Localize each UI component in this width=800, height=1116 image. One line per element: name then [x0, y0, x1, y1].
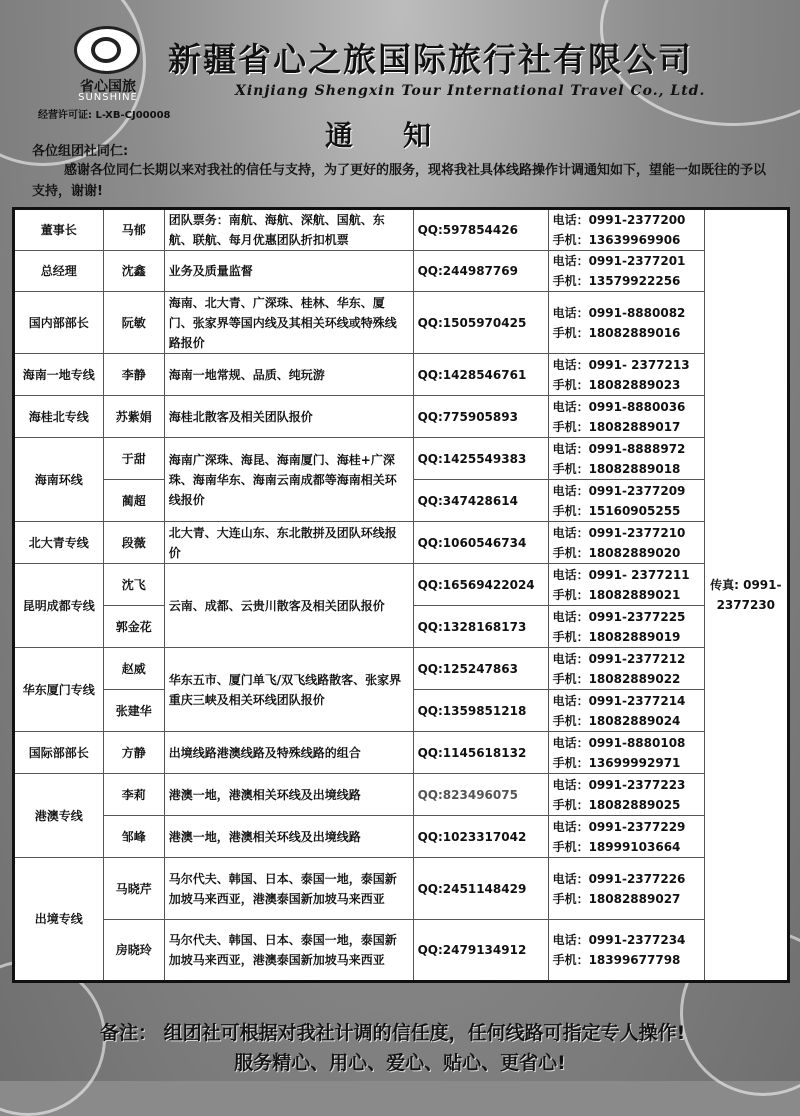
name-cell: 蔺超 [103, 480, 164, 522]
table-row [14, 858, 789, 920]
table-row [14, 732, 789, 774]
desc-cell: 海桂北散客及相关团队报价 [164, 396, 413, 438]
name-cell: 赵威 [103, 648, 164, 690]
name-cell: 于甜 [103, 438, 164, 480]
qq-cell: QQ:597854426 [413, 209, 548, 251]
table-row [14, 522, 789, 564]
phone-cell [548, 858, 704, 920]
intro-paragraph: 感谢各位同仁长期以来对我社的信任与支持，为了更好的服务，现将我社具体线路操作计调通知如下，望能一如既往的予以支持，谢谢! [32, 163, 767, 199]
name-cell: 郭金花 [103, 606, 164, 648]
phone-cell [548, 732, 704, 774]
tel: 电话：0991-2377214 [552, 693, 686, 708]
tel: 电话：0991- 2377213 [552, 357, 690, 372]
name-cell: 张建华 [103, 690, 164, 732]
role-cell: 总经理 [14, 251, 104, 292]
mobile: 手机：18082889017 [552, 419, 681, 434]
company-name: 新疆省心之旅国际旅行社有限公司 [168, 40, 693, 79]
qq-cell: QQ:244987769 [413, 251, 548, 292]
phone-cell [548, 690, 704, 732]
role-cell: 国际部部长 [14, 732, 104, 774]
table-row [14, 209, 789, 251]
table-row [14, 292, 789, 354]
tel: 电话：0991-2377225 [552, 609, 686, 624]
table-row [14, 251, 789, 292]
table-row [14, 920, 789, 982]
desc-cell: 北大青、大连山东、东北散拼及团队环线报价 [164, 522, 413, 564]
qq-cell: QQ:775905893 [413, 396, 548, 438]
phone-cell [548, 292, 704, 354]
role-cell: 国内部部长 [14, 292, 104, 354]
qq-cell: QQ:1428546761 [413, 354, 548, 396]
mobile: 手机：18999103664 [552, 839, 681, 854]
tel: 电话：0991-2377226 [552, 871, 686, 886]
desc-cell: 云南、成都、云贵川散客及相关团队报价 [164, 564, 413, 648]
table-row [14, 396, 789, 438]
mobile: 手机：13639969906 [552, 233, 681, 247]
mobile: 手机：18082889018 [552, 461, 681, 476]
name-cell: 马郁 [103, 209, 164, 251]
qq-cell: QQ:823496075 [413, 774, 548, 816]
mobile: 手机：18082889022 [552, 671, 681, 686]
phone-cell [548, 920, 704, 982]
role-cell: 海南环线 [14, 438, 104, 522]
qq-cell: QQ:1425549383 [413, 438, 548, 480]
globe-icon [74, 26, 140, 74]
qq-cell: QQ:125247863 [413, 648, 548, 690]
name-cell: 方静 [103, 732, 164, 774]
qq-cell: QQ:1060546734 [413, 522, 548, 564]
table-row [14, 564, 789, 606]
fax-cell: 传真: 0991-2377230 [704, 209, 788, 982]
qq-cell: QQ:2451148429 [413, 858, 548, 920]
logo-text-en: SUNSHINE [78, 92, 138, 103]
tel: 电话：0991-2377234 [552, 933, 686, 947]
phone-cell [548, 816, 704, 858]
desc-cell: 华东五市、厦门单飞/双飞线路散客、张家界重庆三峡及相关环线团队报价 [164, 648, 413, 732]
logo-text-cn: 省心国旅 [80, 79, 136, 95]
phone-cell [548, 774, 704, 816]
name-cell: 马晓芹 [103, 858, 164, 920]
company-logo [70, 26, 146, 108]
slogan-text: 服务精心、用心、爱心、贴心、更省心! [234, 1052, 566, 1074]
desc-cell: 港澳一地，港澳相关环线及出境线路 [164, 774, 413, 816]
name-cell: 阮敏 [103, 292, 164, 354]
contact-table [12, 207, 790, 983]
mobile: 手机：18082889023 [552, 377, 681, 392]
mobile: 手机：18082889021 [552, 587, 681, 602]
mobile: 手机：13699992971 [552, 755, 681, 770]
desc-cell: 海南、北大青、广深珠、桂林、华东、厦门、张家界等国内线及其相关环线或特殊线路报价 [164, 292, 413, 354]
role-cell: 昆明成都专线 [14, 564, 104, 648]
qq-cell: QQ:16569422024 [413, 564, 548, 606]
tel: 电话：0991-8880108 [552, 735, 686, 750]
name-cell: 邹峰 [103, 816, 164, 858]
tel: 电话：0991-8880036 [552, 399, 686, 414]
name-cell: 李莉 [103, 774, 164, 816]
desc-cell: 业务及质量监督 [164, 251, 413, 292]
desc-cell: 团队票务：南航、海航、深航、国航、东航、联航、每月优惠团队折扣机票 [164, 209, 413, 251]
name-cell: 李静 [103, 354, 164, 396]
phone-cell [548, 564, 704, 606]
name-cell: 沈鑫 [103, 251, 164, 292]
greeting: 各位组团社同仁: [32, 144, 129, 159]
desc-cell: 海南广深珠、海昆、海南厦门、海桂+广深珠、海南华东、海南云南成都等海南相关环线报价 [164, 438, 413, 522]
tel: 电话：0991-2377210 [552, 525, 686, 540]
role-cell: 海南一地专线 [14, 354, 104, 396]
desc-cell: 马尔代夫、韩国、日本、泰国一地，泰国新加坡马来西亚，港澳泰国新加坡马来西亚 [164, 858, 413, 920]
footer [0, 1006, 800, 1081]
phone-cell [548, 606, 704, 648]
table-row [14, 438, 789, 480]
tel: 电话：0991-2377229 [552, 819, 686, 834]
mobile: 手机：18082889016 [552, 325, 681, 340]
role-cell: 华东厦门专线 [14, 648, 104, 732]
phone-cell [548, 480, 704, 522]
mobile: 手机：18082889020 [552, 545, 681, 560]
name-cell: 房晓玲 [103, 920, 164, 982]
phone-cell [548, 251, 704, 292]
table-row [14, 648, 789, 690]
desc-cell: 马尔代夫、韩国、日本、泰国一地，泰国新加坡马来西亚，港澳泰国新加坡马来西亚 [164, 920, 413, 982]
qq-cell: QQ:1359851218 [413, 690, 548, 732]
table-row [14, 816, 789, 858]
tel: 电话：0991-2377200 [552, 213, 686, 227]
tel: 电话：0991-2377209 [552, 483, 686, 498]
tel: 电话：0991- 2377211 [552, 567, 690, 582]
desc-cell: 出境线路港澳线路及特殊线路的组合 [164, 732, 413, 774]
name-cell: 段薇 [103, 522, 164, 564]
role-cell: 港澳专线 [14, 774, 104, 858]
desc-cell: 海南一地常规、品质、纯玩游 [164, 354, 413, 396]
phone-cell [548, 354, 704, 396]
tel: 电话：0991-2377223 [552, 777, 686, 792]
name-cell: 苏紫娟 [103, 396, 164, 438]
remark-text: 备注： 组团社可根据对我社计调的信任度，任何线路可指定专人操作! [100, 1022, 686, 1044]
license-number: 经营许可证: L-XB-CJ00008 [38, 110, 171, 121]
name-cell: 沈飞 [103, 564, 164, 606]
phone-cell [548, 209, 704, 251]
mobile: 手机：13579922256 [552, 274, 681, 288]
header [0, 0, 800, 205]
mobile: 手机：18082889027 [552, 891, 681, 906]
notice-title: 通知 [325, 119, 482, 152]
mobile: 手机：15160905255 [552, 503, 681, 518]
phone-cell [548, 522, 704, 564]
tel: 电话：0991-2377212 [552, 651, 686, 666]
role-cell: 董事长 [14, 209, 104, 251]
mobile: 手机：18399677798 [552, 953, 681, 967]
company-name-en: Xinjiang Shengxin Tour International Travel Co., Ltd. [235, 83, 706, 99]
tel: 电话：0991-8888972 [552, 441, 686, 456]
mobile: 手机：18082889019 [552, 629, 681, 644]
qq-cell: QQ:347428614 [413, 480, 548, 522]
mobile: 手机：18082889025 [552, 797, 681, 812]
mobile: 手机：18082889024 [552, 713, 681, 728]
role-cell: 出境专线 [14, 858, 104, 982]
qq-cell: QQ:2479134912 [413, 920, 548, 982]
role-cell: 海桂北专线 [14, 396, 104, 438]
qq-cell: QQ:1505970425 [413, 292, 548, 354]
desc-cell: 港澳一地，港澳相关环线及出境线路 [164, 816, 413, 858]
tel: 电话：0991-8880082 [552, 305, 686, 320]
phone-cell [548, 438, 704, 480]
phone-cell [548, 396, 704, 438]
table-row [14, 354, 789, 396]
phone-cell [548, 648, 704, 690]
table-row [14, 774, 789, 816]
qq-cell: QQ:1145618132 [413, 732, 548, 774]
qq-cell: QQ:1023317042 [413, 816, 548, 858]
tel: 电话：0991-2377201 [552, 254, 686, 268]
role-cell: 北大青专线 [14, 522, 104, 564]
qq-cell: QQ:1328168173 [413, 606, 548, 648]
